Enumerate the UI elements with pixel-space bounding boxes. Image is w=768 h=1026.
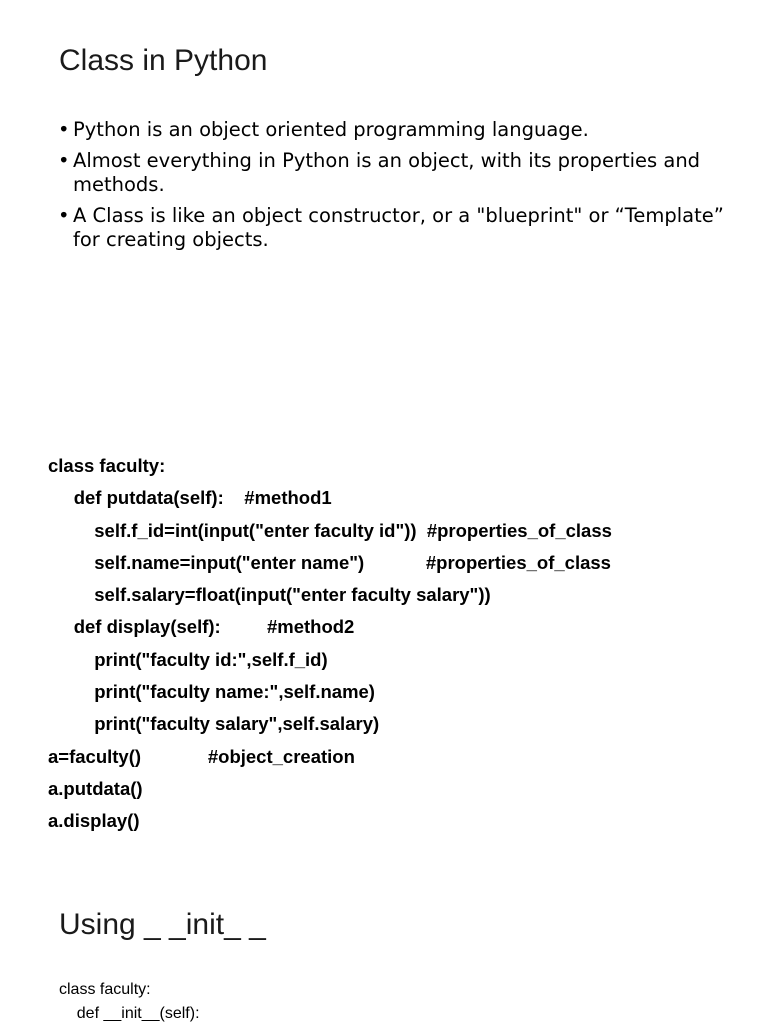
bullet-text: A Class is like an object constructor, or a "blueprint" or “Template” for creating objects.	[73, 204, 724, 251]
bullet-text: Almost everything in Python is an object, with its properties and methods.	[73, 149, 701, 196]
bullet-marker: •	[58, 204, 70, 227]
code-line: a.putdata()	[48, 777, 143, 799]
code-line: def display(self): #method2	[48, 616, 355, 638]
bullet-marker: •	[58, 118, 70, 141]
code-block	[48, 450, 612, 838]
code-block-2	[59, 978, 200, 1026]
code-line: a=faculty() #object_creation	[48, 745, 355, 767]
code-line: print("faculty salary",self.salary)	[48, 713, 380, 735]
bullet-item	[58, 118, 738, 142]
code-line: class faculty:	[59, 981, 151, 998]
code-line: self.salary=float(input("enter faculty salary"))	[48, 584, 491, 606]
section-title: Using _ _init_ _	[59, 908, 266, 941]
bullet-marker: •	[58, 149, 70, 172]
bullet-list	[58, 118, 738, 259]
slide-title: Class in Python	[59, 44, 268, 77]
code-line: a.display()	[48, 810, 140, 832]
bullet-item	[58, 149, 738, 197]
bullet-text: Python is an object oriented programming language.	[73, 118, 589, 141]
code-line: print("faculty id:",self.f_id)	[48, 648, 328, 670]
code-line: def putdata(self): #method1	[48, 487, 332, 509]
code-line: class faculty:	[48, 455, 166, 476]
code-line: print("faculty name:",self.name)	[48, 681, 375, 703]
code-line: self.name=input("enter name") #properties_of_class	[48, 551, 611, 573]
code-line: self.f_id=int(input("enter faculty id")) #properties_of_class	[48, 519, 612, 541]
bullet-item	[58, 204, 738, 252]
code-line: def __init__(self):	[59, 1005, 200, 1022]
